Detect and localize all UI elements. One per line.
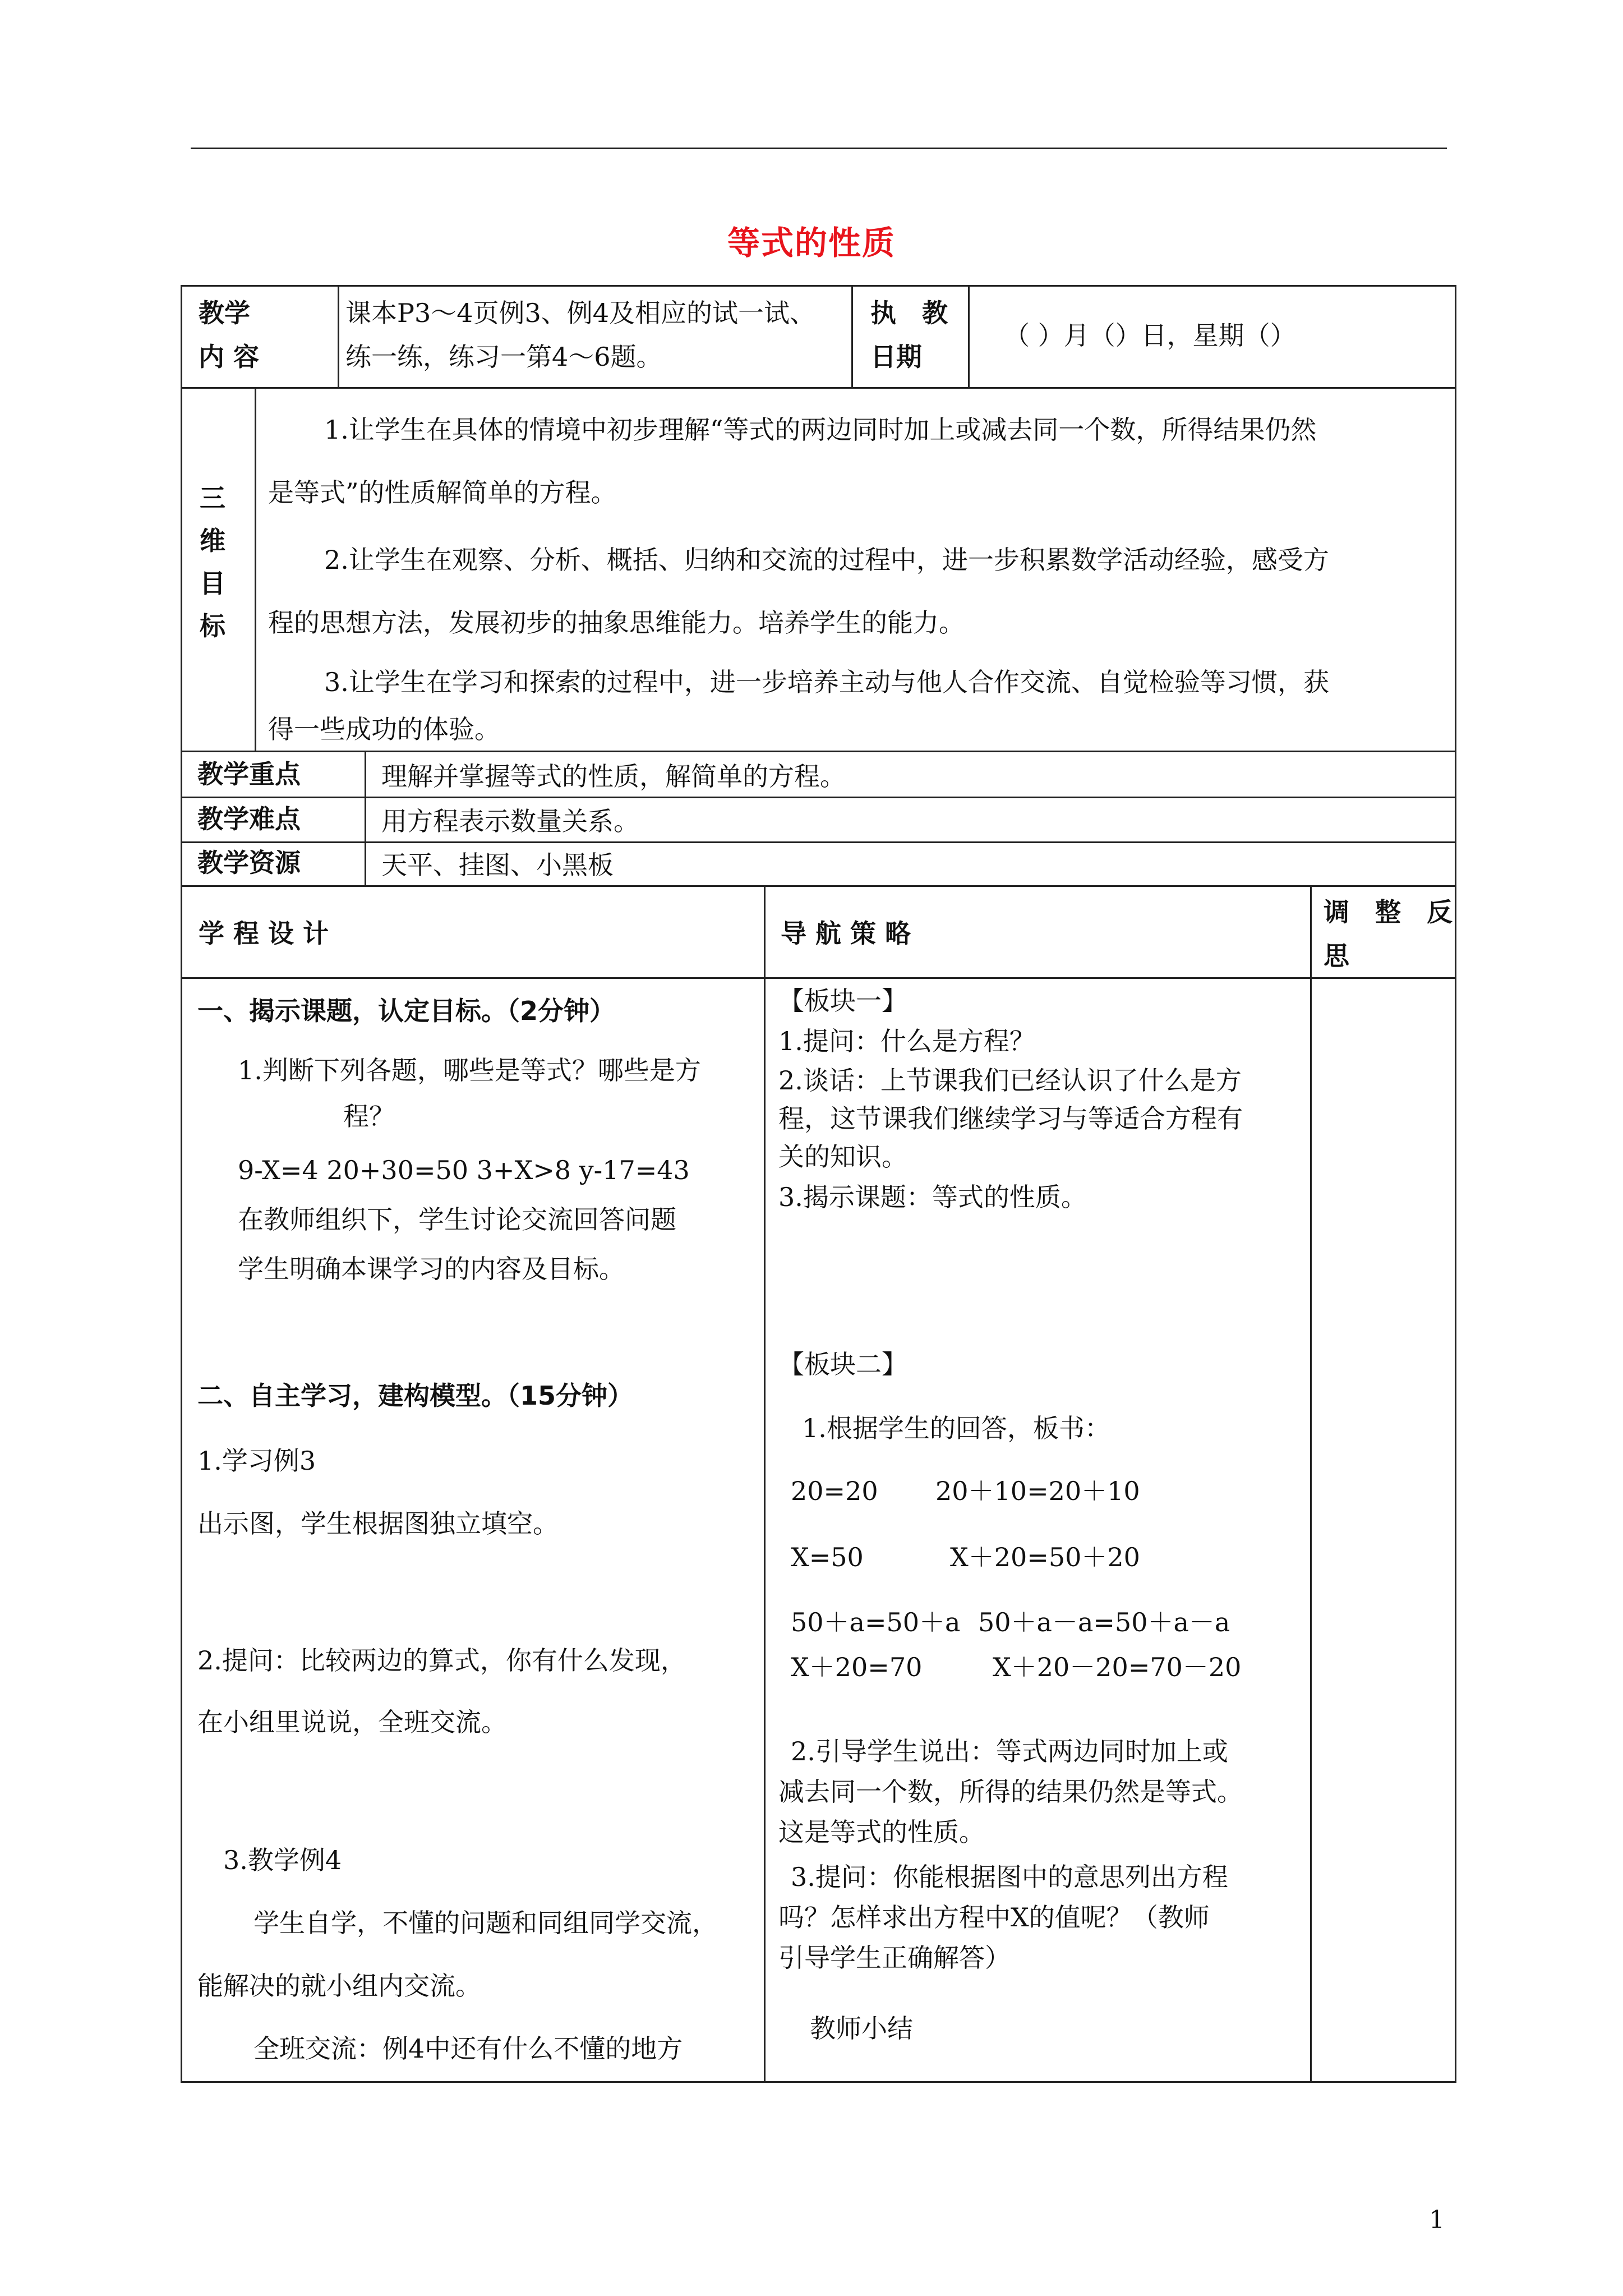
- difficulties-label: 教学难点: [197, 804, 301, 834]
- strategy-text: 2.谈话：上节课我们已经认识了什么是方: [778, 1065, 1242, 1096]
- grid-line: [181, 797, 1456, 798]
- board-equation: 20＋10=20＋10: [935, 1476, 1140, 1506]
- grid-line: [1310, 885, 1312, 2083]
- design-text: 1.学习例3: [197, 1446, 316, 1476]
- strategy-text: 3.揭示课题：等式的性质。: [778, 1182, 1087, 1212]
- grid-line: [181, 841, 1456, 843]
- grid-line: [181, 751, 1456, 752]
- resources-value: 天平、挂图、小黑板: [381, 850, 614, 880]
- strategy-text: 吗？怎样求出方程中X的值呢？（教师: [778, 1902, 1210, 1932]
- difficulties-value: 用方程表示数量关系。: [381, 806, 639, 836]
- objectives-label-char: 维: [200, 526, 225, 556]
- board-equation: 50＋a=50＋a: [791, 1607, 961, 1637]
- design-text: 全班交流：例4中还有什么不懂的地方: [253, 2033, 683, 2064]
- board-equation: X＋20=70: [791, 1652, 923, 1682]
- board-equation: X＋20=50＋20: [950, 1542, 1140, 1572]
- grid-line: [181, 885, 1456, 887]
- grid-line: [255, 387, 256, 751]
- grid-line: [338, 285, 339, 387]
- date-label: 执 教: [870, 298, 948, 328]
- grid-line: [181, 977, 1456, 979]
- objectives-label-char: 三: [200, 483, 225, 513]
- grid-line: [181, 387, 1456, 389]
- content-text: 练一练，练习一第4～6题。: [345, 342, 662, 372]
- resources-label: 教学资源: [197, 848, 301, 878]
- objectives-label-char: 目: [200, 568, 225, 599]
- board-equation: X＋20－20=70－20: [993, 1652, 1242, 1682]
- grid-line: [764, 885, 766, 2083]
- strategy-text: 程，这节课我们继续学习与等适合方程有: [778, 1103, 1243, 1134]
- design-text: 在小组里说说，全班交流。: [197, 1707, 507, 1737]
- key-points-label: 教学重点: [197, 759, 301, 789]
- content-text: 课本P3～4页例3、例4及相应的试一试、: [345, 298, 816, 328]
- design-text: 出示图，学生根据图独立填空。: [197, 1508, 559, 1539]
- block-heading: 【板块一】: [778, 986, 907, 1016]
- column-header-strategy: 导 航 策 略: [781, 918, 911, 949]
- column-header-design: 学 程 设 计: [199, 918, 329, 949]
- objective-text: 程的思想方法，发展初步的抽象思维能力。培养学生的能力。: [268, 608, 965, 638]
- date-label: 日期: [870, 342, 922, 372]
- strategy-text: 关的知识。: [778, 1142, 907, 1172]
- block-heading: 【板块二】: [778, 1349, 907, 1379]
- design-text: 2.提问：比较两边的算式，你有什么发现，: [197, 1645, 686, 1676]
- column-header-reflection: 调 整 反: [1324, 897, 1453, 927]
- design-text: 能解决的就小组内交流。: [197, 1971, 481, 2001]
- equation-list: 9-X=4 20+30=50 3+X>8 y-17=43: [238, 1155, 690, 1185]
- grid-line: [365, 751, 366, 885]
- strategy-text: 1.根据学生的回答，板书：: [802, 1413, 1110, 1443]
- strategy-text: 3.提问：你能根据图中的意思列出方程: [791, 1862, 1228, 1892]
- strategy-text: 引导学生正确解答）: [778, 1943, 1011, 1973]
- page-number: 1: [1429, 2206, 1445, 2234]
- key-points-value: 理解并掌握等式的性质，解简单的方程。: [381, 761, 846, 792]
- board-equation: X=50: [791, 1542, 864, 1572]
- board-equation: 20=20: [791, 1476, 878, 1506]
- strategy-text: 减去同一个数，所得的结果仍然是等式。: [778, 1777, 1243, 1807]
- objective-text: 3.让学生在学习和探索的过程中，进一步培养主动与他人合作交流、自觉检验等习惯，获: [324, 667, 1329, 697]
- column-header-reflection: 思: [1324, 941, 1349, 971]
- section-heading: 二、自主学习，建构模型。（15分钟）: [197, 1381, 634, 1411]
- design-text: 程？: [343, 1101, 395, 1131]
- design-text: 1.判断下列各题，哪些是等式？哪些是方: [238, 1055, 701, 1085]
- date-value: （ ）月（）日，星期（）: [1004, 320, 1296, 351]
- content-label: 教学: [199, 298, 250, 328]
- header-rule: [191, 148, 1447, 149]
- objective-text: 是等式”的性质解简单的方程。: [268, 477, 617, 508]
- grid-line: [851, 285, 853, 387]
- board-equation: 50＋a－a=50＋a－a: [978, 1607, 1230, 1637]
- objective-text: 1.让学生在具体的情境中初步理解“等式的两边同时加上或减去同一个数，所得结果仍然: [324, 415, 1317, 445]
- section-heading: 一、揭示课题，认定目标。（2分钟）: [197, 996, 616, 1026]
- objective-text: 得一些成功的体验。: [268, 714, 500, 744]
- strategy-text: 这是等式的性质。: [778, 1817, 985, 1847]
- design-text: 学生自学，不懂的问题和同组同学交流，: [253, 1908, 718, 1938]
- design-text: 在教师组织下，学生讨论交流回答问题: [238, 1204, 676, 1235]
- objectives-label-char: 标: [200, 611, 225, 641]
- page-title: 等式的性质: [727, 224, 896, 262]
- strategy-text: 教师小结: [810, 2013, 913, 2044]
- objective-text: 2.让学生在观察、分析、概括、归纳和交流的过程中，进一步积累数学活动经验，感受方: [324, 545, 1329, 575]
- design-text: 学生明确本课学习的内容及目标。: [238, 1254, 625, 1284]
- strategy-text: 1.提问：什么是方程？: [778, 1026, 1035, 1056]
- strategy-text: 2.引导学生说出：等式两边同时加上或: [791, 1736, 1228, 1766]
- content-label: 内 容: [199, 342, 260, 372]
- grid-line: [968, 285, 970, 387]
- design-text: 3.教学例4: [223, 1845, 342, 1875]
